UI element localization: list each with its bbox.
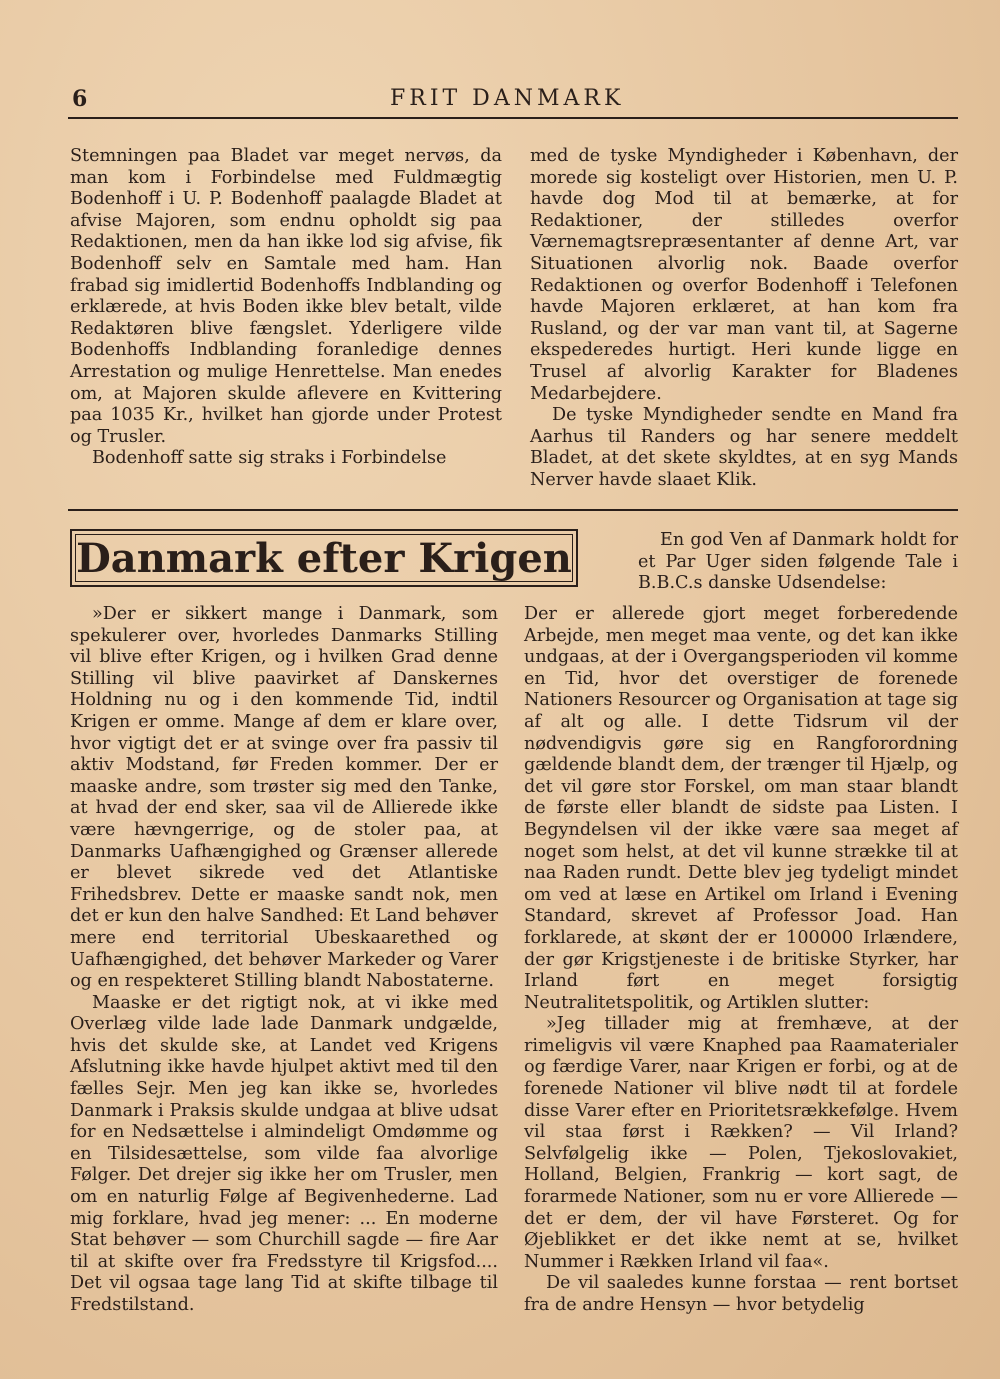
top-article-right-column (530, 146, 958, 492)
main-article-right-column (524, 604, 958, 1317)
paragraph: med de tyske Myndigheder i København, der morede sig kosteligt over Historien, men U. P. havde dog Mod til at bemærke, at for Redaktioner, der stilledes overfor Værnemagtsrepræsentanter af denne Art, var Situationen alvorlig nok. Baade overfor Redaktionen og overfor Bodenhoff i Telefonen havde Majoren erklæret, at han kom fra Rusland, og der var man vant til, at Sagerne ekspederedes hurtigt. Heri kunde ligge en Trusel af alvorlig Karakter for Bladenes Medarbejdere. (530, 146, 958, 404)
headline: Danmark efter Krigen (76, 534, 572, 582)
main-article-left-column (70, 604, 498, 1317)
paragraph: De tyske Myndigheder sendte en Mand fra Aarhus til Randers og har senere meddelt Bladet, at det skete skyldtes, at en syg Mands Nerver havde slaaet Klik. (530, 405, 958, 490)
article-intro (638, 530, 958, 595)
running-title: FRIT DANMARK (390, 86, 625, 111)
header-rule (68, 117, 958, 119)
paragraph: Stemningen paa Bladet var meget nervøs, da man kom i Forbindelse med Fuldmægtig Bodenhoff i U. P. Bodenhoff paalagde Bladet at afvise Majoren, som endnu opholdt sig paa Redaktionen, men da han ikke lod sig afvise, fik Bodenhoff selv en Samtale med ham. Han frabad sig imidlertid Bodenhoffs Indblanding og erklærede, at hvis Boden ikke blev betalt, vilde Redaktøren blive fængslet. Yderligere vilde Bodenhoffs Indblanding foranledige dennes Arrestation og mulige Henrettelse. Man enedes om, at Majoren skulde aflevere en Kvittering paa 1035 Kr., hvilket han gjorde under Protest og Trusler. (70, 146, 502, 447)
section-divider (68, 509, 958, 511)
page-number: 6 (72, 86, 88, 112)
headline-box (70, 529, 578, 587)
intro-text: En god Ven af Danmark holdt for et Par Uger siden følgende Tale i B.B.C.s danske Udsendelse: (638, 530, 958, 594)
top-article-left-column (70, 146, 502, 470)
paragraph: »Der er sikkert mange i Danmark, som spekulerer over, hvorledes Danmarks Stilling vil blive efter Krigen, og i hvilken Grad denne Stilling vil blive paavirket af Danskernes Holdning nu og i den kommende Tid, indtil Krigen er omme. Mange af dem er klare over, hvor vigtigt det er at svinge over fra passiv til aktiv Modstand, før Freden kommer. Der er maaske andre, som trøster sig med den Tanke, at hvad der end sker, saa vil de Allierede ikke være hævngerrige, og de stoler paa, at Danmarks Uafhængighed og Grænser allerede er blevet sikrede ved det Atlantiske Frihedsbrev. Dette er maaske sandt nok, men det er kun den halve Sandhed: Et Land behøver mere end territorial Ubeskaarethed og Uafhængighed, det behøver Markeder og Varer og en respekteret Stilling blandt Nabostaterne. (70, 604, 498, 992)
paragraph: »Jeg tillader mig at fremhæve, at der rimeligvis vil være Knaphed paa Raamaterialer og færdige Varer, naar Krigen er forbi, og at de forenede Nationer vil blive nødt til at fordele disse Varer efter en Prioritetsrækkefølge. Hvem vil staa først i Rækken? — Vil Irland? Selvfølgelig ikke — Polen, Tjekoslovakiet, Holland, Belgien, Frankrig — kort sagt, de forarmede Nationer, som nu er vore Allierede — det er dem, der vil have Førsteret. Og for Øjeblikket er det ikke nemt at se, hvilket Nummer i Rækken Irland vil faa«. (524, 1014, 958, 1272)
paragraph: De vil saaledes kunne forstaa — rent bortset fra de andre Hensyn — hvor betydelig (524, 1273, 958, 1315)
paragraph: Bodenhoff satte sig straks i Forbindelse (92, 448, 447, 469)
paragraph: Der er allerede gjort meget forberedende Arbejde, men meget maa vente, og det kan ikke undgaas, at der i Overgangsperioden vil komme en Tid, hvor det overstiger de forenede Nationers Resourcer og Organisation at tage sig af alt og alle. I dette Tidsrum vil der nødvendigvis gøre sig en Rangforordning gældende blandt dem, der trænger til Hjælp, og det vil gøre stor Forskel, om man staar blandt de første eller blandt de sidste paa Listen. I Begyndelsen vil der ikke være saa meget af noget som helst, at det vil kunne strække til at naa Raden rundt. Dette blev jeg tydeligt mindet om ved at læse en Artikel om Irland i Evening Standard, skrevet af Professor Joad. Han forklarede, at skønt der er 100000 Irlændere, der gør Krigstjeneste i de britiske Styrker, har Irland ført en meget forsigtig Neutralitetspolitik, og Artiklen slutter: (524, 604, 958, 1013)
paragraph: Maaske er det rigtigt nok, at vi ikke med Overlæg vilde lade lade Danmark undgælde, hvis det skulde ske, at Landet ved Krigens Afslutning ikke havde hjulpet aktivt med til den fælles Sejr. Men jeg kan ikke se, hvorledes Danmark i Praksis skulde undgaa at blive udsat for en Nedsættelse i almindeligt Omdømme og en Tilsidesættelse, som vilde faa alvorlige Følger. Det drejer sig ikke her om Trusler, men om en naturlig Følge af Begivenhederne. Lad mig forklare, hvad jeg mener: ... En moderne Stat behøver — som Churchill sagde — fire Aar til at skifte over fra Fredsstyre til Krigsfod.... Det vil ogsaa tage lang Tid at skifte tilbage til Fredstilstand. (70, 992, 498, 1315)
